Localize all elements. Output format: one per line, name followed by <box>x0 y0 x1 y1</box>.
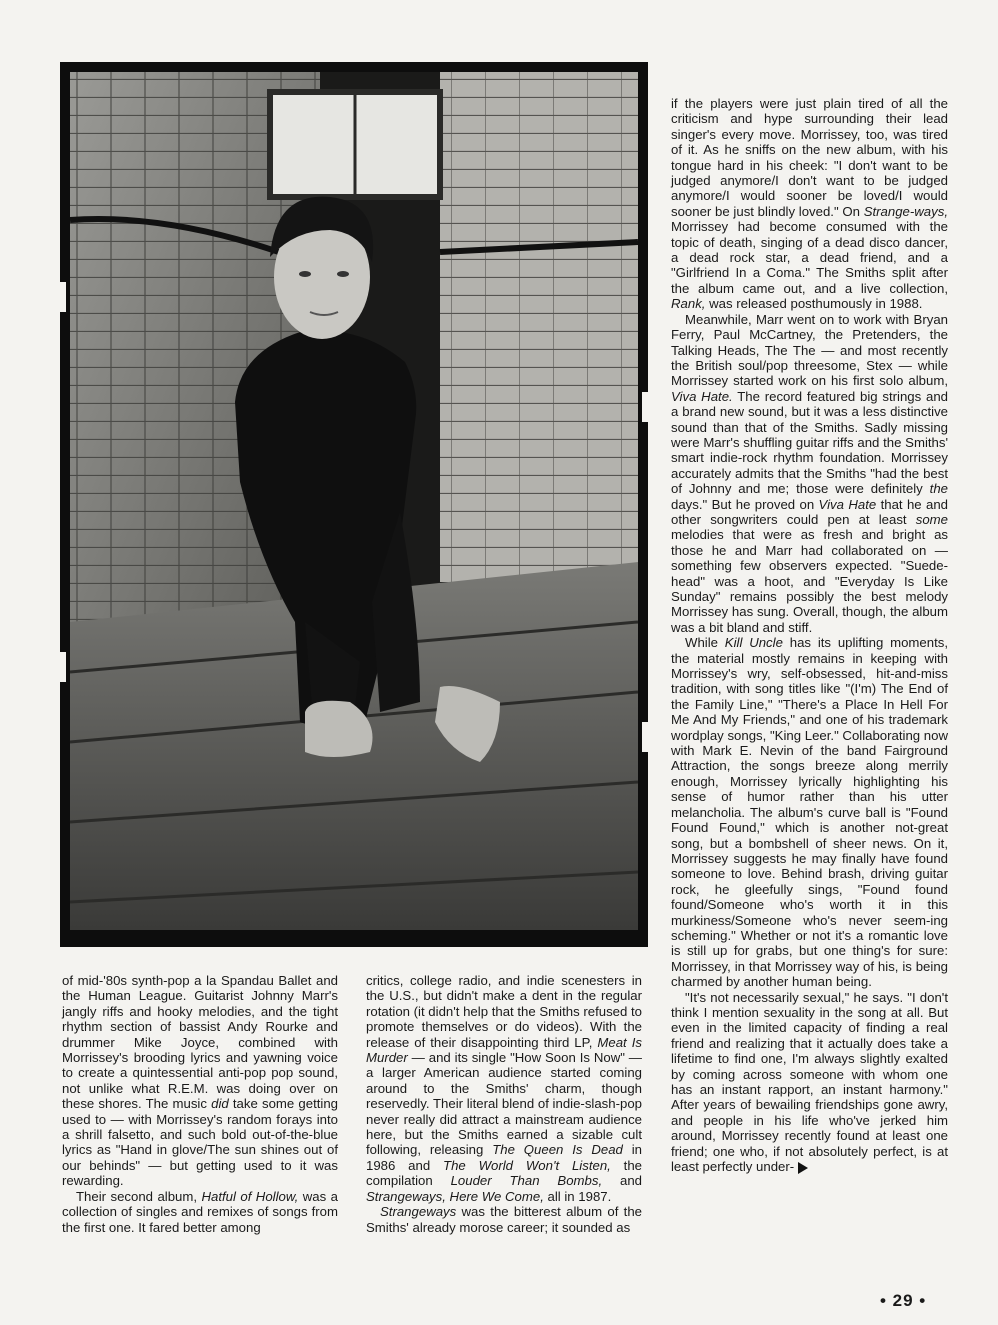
text-run: days." But he proved on <box>671 496 819 512</box>
text-run: was the bitterest album of the Smiths' already morose career; it sounded as <box>366 1204 642 1235</box>
text-run: Their second album, <box>76 1188 202 1204</box>
italic-text: Kill Uncle <box>724 635 783 651</box>
italic-text: The Queen Is Dead <box>492 1142 623 1158</box>
paragraph <box>671 990 948 1175</box>
italic-text: Viva Hate <box>818 496 877 512</box>
text-column-middle <box>366 973 642 1235</box>
italic-text: some <box>915 511 948 527</box>
text-run: and <box>602 1173 643 1189</box>
text-run: was a collection of singles and remixes of songs from the first one. It fared better among <box>62 1188 338 1235</box>
text-run: Morrissey had become consumed with the topic of death, singing of a dead disco dancer, a dead rock star, a dead friend, and a "Girlfriend In a Coma." The Smiths split after the album came out, and a live collection, <box>671 219 948 296</box>
italic-text: Strange-ways, <box>863 203 948 219</box>
photo-man-on-staircase <box>60 62 648 947</box>
text-run: if the players were just plain tired of all the criticism and hype surrounding their lead singer's every move. Morrissey, too, was tired of it. As he sniffs on the new album, with his tongue hard in his cheek: "I don't want to be judged anymore/I don't want to be judged anymore/I would sooner be loved/I would sooner be just blindly loved." On <box>671 96 948 219</box>
text-run: While <box>685 635 725 651</box>
paragraph <box>366 973 642 1204</box>
photo <box>60 62 648 947</box>
text-column-left <box>62 973 338 1235</box>
text-run: "It's not necessarily sexual," he says. "I don't think I mention sexuality in the song at all. But even in the limited capacity of finding a real friend and realizing that it actually does take a lifetime to find one, I'm always slightly exalted by coming across someone with whom one has an instant rapport, an instant harmony." After years of bewailing friendships gone awry, and people in his life who've jerked him around, Morrissey recently found at least one friend; one who, if not absolutely perfect, is at least perfectly under- <box>671 989 948 1175</box>
italic-text: Hatful of Hollow, <box>201 1188 299 1204</box>
text-run: melodies that were as fresh and bright as those he and Marr had collaborated on — something few observers expected. "Suede-head" was a hoot, and "Everyday Is Like Sunday" remains possibly the best melody Morrissey has sung. Overall, though, the album was a bit bland and stiff. <box>671 527 948 635</box>
paragraph <box>671 312 948 636</box>
text-run: all in 1987. <box>543 1188 612 1204</box>
paragraph <box>62 1189 338 1235</box>
italic-text: Strangeways, Here We Come, <box>366 1188 544 1204</box>
italic-text: The World Won't Listen, <box>443 1157 611 1173</box>
italic-text: Meat Is Murder <box>366 1034 642 1066</box>
italic-text: Viva Hate. <box>671 388 733 404</box>
text-column-right <box>671 96 948 1174</box>
text-run: has its uplifting moments, the material mostly remains in keeping with Morrissey's wry, self-obsessed, hit-and-miss tradition, with song titles like "(I'm) The End of the Family Line," "There's a Place In Hell For Me And My Friends," and one of his trademark wordplay songs, "King Leer." Collaborating now with Mark E. Nevin of the band Fairground Attraction, the songs breeze along merrily enough, Morrissey lyrically highlighting his sense of humor rather than his utter melancholia. The album's curve ball is "Found Found Found," which is another not-great song, but a bombshell of sheer news. On it, Morrissey suggests he may finally have found someone to love. Behind brash, driving guitar rock, he gleefully sings, "Found found found/Someone who's worth it in this murkiness/Someone who's never seem-ing scheming." Whether or not it's a romantic love is still up for grabs, but one thing's for sure: Morrissey, in that Morrissey way of his, is being charmed by another human being. <box>671 635 948 990</box>
text-run: in 1986 and <box>366 1142 642 1173</box>
italic-text: Louder Than Bombs, <box>450 1173 603 1189</box>
text-run: take some getting used to — with Morrissey's random forays into a shrill falsetto, and such bold out-of-the-blue lyrics as "Hand in glove/The sun shines out of our behinds" — but getting used to it was rewarding. <box>62 1096 338 1189</box>
italic-text: the <box>929 481 948 497</box>
text-run: that he and other songwriters could pen at least <box>671 496 948 527</box>
text-run: — and its single "How Soon Is Now" — a larger American audience started coming around to the Smiths' charm, though reservedly. Their literal blend of indie-slash-pop never really did attract a mainstream audience here, but the Smiths earned a sizable cult following, releasing <box>366 1050 642 1158</box>
italic-text: did <box>211 1096 229 1112</box>
text-run: The record featured big strings and a brand new sound, but it was a less distinctive sound than that of the Smiths. Sadly missing were Marr's shuffling guitar riffs and the Smiths' smart indie-rock rhythm foundation. Morrissey accurately admits that the Smiths "had the best of Johnny and me; those were definitely <box>671 388 948 497</box>
text-run: was released posthumously in 1988. <box>705 296 923 312</box>
text-run: of mid-'80s synth-pop a la Spandau Ballet and the Human League. Guitarist Johnny Marr's jangly riffs and hooky melodies, and the tight rhythm section of bassist Andy Rourke and drummer Mike Joyce, combined with Morrissey's brooding lyrics and yawning voice to create a quintessential anti-pop pop sound, not unlike what R.E.M. was doing over on these shores. The music <box>62 973 338 1112</box>
paragraph <box>62 973 338 1189</box>
continue-arrow-icon <box>798 1162 808 1174</box>
page-number: • 29 • <box>880 1291 927 1310</box>
text-run: the compilation <box>366 1157 642 1189</box>
paragraph <box>671 96 948 312</box>
paragraph <box>671 635 948 989</box>
italic-text: Rank, <box>671 296 706 312</box>
text-run: Meanwhile, Marr went on to work with Bryan Ferry, Paul McCartney, the Pretenders, the Talking Heads, The The — and most recently the British soul/pop threesome, Stex — while Morrissey started work on his first solo album, <box>671 311 948 389</box>
italic-text: Strangeways <box>380 1204 457 1220</box>
paragraph <box>366 1204 642 1235</box>
text-run: critics, college radio, and indie scenesters in the U.S., but didn't make a dent in the regular rotation (it didn't help that the Smiths refused to promote themselves or do videos). With the release of their disappointing third LP, <box>366 973 642 1050</box>
